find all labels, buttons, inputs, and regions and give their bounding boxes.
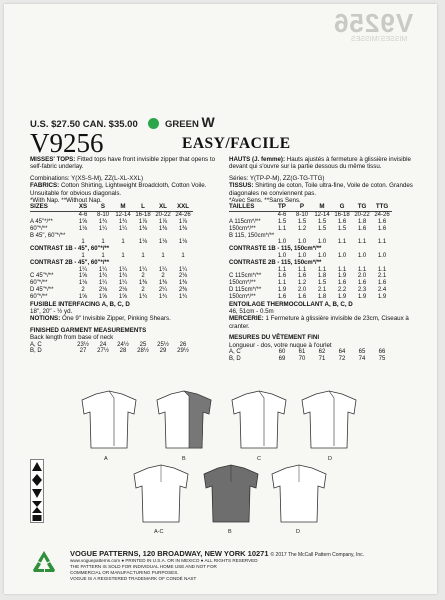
cell-value: 1.2 — [297, 225, 307, 232]
cell-value: 1.0 — [377, 253, 387, 260]
back-views-illustration — [128, 462, 328, 528]
front-views-illustration — [76, 388, 376, 454]
cell-value: 1.0 — [357, 253, 367, 260]
row-label: B 45", 60"*/** — [30, 232, 66, 239]
cell-value: 1.6 — [357, 225, 367, 232]
mirrored-subtitle: MISSES'/MISSES — [350, 36, 407, 43]
cell-value: 2⅛ — [178, 273, 188, 280]
cell-value: 1¼ — [118, 266, 128, 273]
back-label-b: B — [228, 529, 232, 535]
cell-value: 1.1 — [357, 266, 367, 273]
row-label: A 115cm*/** — [229, 219, 261, 226]
cell-value: 1⅜ — [178, 225, 188, 232]
french-back-length: Longueur - dos, votre nuque à l'ourlet — [229, 341, 332, 349]
cell-value: 29½ — [177, 348, 189, 355]
english-interfacing-label: FUSIBLE INTERFACING A, B, C, D — [30, 300, 130, 308]
cell-value: 1¾ — [118, 219, 128, 226]
cell-value: 2.1 — [377, 273, 387, 280]
cell-value: 1⅝ — [118, 293, 128, 300]
cell-value: 1.5 — [317, 219, 327, 226]
table-row — [30, 246, 193, 253]
table-row — [229, 233, 392, 240]
row-label: A, C — [229, 349, 241, 356]
table-row — [30, 219, 193, 226]
french-interfacing: 46, 51cm - 0.5m — [229, 308, 274, 315]
table-row — [229, 219, 392, 226]
row-label: CONTRAST 2B - 45", 60"*/** — [30, 259, 110, 266]
pattern-envelope-back — [4, 4, 437, 594]
english-description: MISSES' TOPS: Fitted tops have front invisible zipper that opens to self-fabric underlay. — [30, 156, 216, 171]
cell-value: 71 — [318, 355, 326, 362]
table-row — [229, 260, 392, 267]
cell-value: 1 — [101, 239, 105, 246]
cell-value: 1.9 — [337, 273, 347, 280]
french-interfacing-label: ENTOILAGE THERMOCOLLANT A, B, C, D — [229, 300, 353, 308]
row-label: 150cm*/** — [229, 293, 256, 300]
table-row — [229, 280, 392, 287]
row-label: CONTRASTE 2B - 115, 150cm*/** — [229, 259, 322, 266]
front-label-b: B — [182, 456, 186, 462]
table-row — [30, 348, 193, 355]
cell-value: 2⅛ — [98, 287, 108, 293]
cell-value: 1¼ — [98, 225, 108, 232]
cell-value: 1.9 — [337, 293, 347, 300]
cell-value: 1¼ — [78, 266, 88, 273]
front-label-c: C — [257, 456, 261, 462]
cell-value: 2.0 — [297, 287, 307, 293]
row-label: C 45"*/** — [30, 273, 54, 280]
cell-value: 1.6 — [377, 225, 387, 232]
cell-value: 1⅜ — [158, 225, 168, 232]
recycle-icon — [30, 550, 58, 574]
cell-value: 1.0 — [337, 253, 347, 260]
french-nap: *Avec Sens. **Sans Sens. — [229, 197, 301, 205]
cell-value: 2 — [81, 287, 85, 293]
row-label: 150cm*/** — [229, 225, 256, 232]
cell-value: 2 — [141, 287, 145, 293]
cell-value: 1.1 — [377, 266, 387, 273]
cell-value: 1¾ — [98, 273, 108, 280]
cell-value: 1⅛ — [138, 239, 148, 246]
cell-value: 65 — [358, 349, 366, 356]
cell-value: 1.8 — [357, 219, 367, 226]
cell-value: 1⅛ — [78, 225, 88, 232]
cell-value: 2.1 — [317, 287, 327, 293]
cell-value: 70 — [298, 355, 306, 362]
row-label — [229, 267, 272, 274]
table-row — [30, 273, 193, 280]
cell-value: 1 — [81, 239, 85, 246]
cell-value: 1 — [121, 253, 125, 260]
row-label: D 115cm*/** — [229, 287, 262, 293]
table-row — [229, 267, 392, 274]
cell-value: 1⅛ — [178, 239, 188, 246]
row-label: A 45"*/** — [30, 219, 53, 226]
row-label — [30, 239, 73, 246]
english-yardage-rows — [30, 219, 193, 301]
cell-value: 1¾ — [118, 273, 128, 280]
cell-value: 1¼ — [178, 266, 188, 273]
cell-value: 1.5 — [337, 225, 347, 232]
french-combinations: Séries: Y(TP-P-M), ZZ(G-TG-TTG) — [229, 174, 325, 182]
back-label-d: D — [296, 529, 300, 535]
table-row — [229, 239, 392, 246]
row-label: CONTRAST 1B - 45", 60"*/** — [30, 246, 110, 253]
cell-value: 2¼ — [158, 287, 168, 293]
row-label: CONTRASTE 1B - 115, 150cm*/** — [229, 246, 322, 253]
cell-value: 1.1 — [337, 239, 347, 246]
cell-value: 75 — [378, 355, 386, 362]
english-finished-label: FINISHED GARMENT MEASUREMENTS — [30, 326, 147, 334]
cell-value: 1.1 — [297, 266, 307, 273]
cell-value: 28½ — [137, 348, 149, 355]
cell-value: 1⅞ — [138, 219, 148, 226]
english-fabrics: FABRICS: Cotton Shirting, Lightweight Broadcloth, Cotton Voile. Unsuitable for obvious diagonals. — [30, 182, 207, 197]
french-column — [229, 156, 425, 363]
cell-value: 1.0 — [317, 253, 327, 260]
cell-value: 27 — [79, 348, 87, 355]
french-yardage-rows — [229, 219, 392, 301]
table-row — [30, 233, 193, 240]
french-yardage-table — [229, 204, 392, 300]
front-label-a: A — [104, 456, 108, 462]
row-label: 60"*/** — [30, 280, 48, 287]
cell-value: 1¼ — [138, 266, 148, 273]
footer — [70, 549, 364, 582]
cell-value: 2 — [161, 273, 165, 280]
cell-value: 1.6 — [337, 280, 347, 287]
cell-value: 23½ — [77, 341, 89, 348]
cell-value: 1.9 — [357, 293, 367, 300]
cell-value: 1⅝ — [78, 293, 88, 300]
french-notions: MERCERIE: 1 Fermeture à glissière invisible de 23cm, Ciseaux à cranter. — [229, 315, 409, 330]
cell-value: 1.1 — [357, 239, 367, 246]
cell-value: 1.5 — [297, 219, 307, 226]
cell-value: 1.0 — [297, 239, 307, 246]
cell-value: 1.6 — [297, 273, 307, 280]
row-label: 60"*/** — [30, 293, 48, 300]
footer-notice-1: THE PATTERN IS SOLD FOR INDIVIDUAL HOME USE AND NOT FOR — [70, 564, 217, 569]
cell-value: 24 — [99, 341, 107, 348]
row-label: B 115, 150cm*/** — [229, 232, 275, 239]
cell-value: 2 — [141, 273, 145, 280]
cell-value: 1 — [101, 253, 105, 260]
front-label-d: D — [328, 456, 332, 462]
cell-value: 1.1 — [377, 239, 387, 246]
cell-value: 64 — [338, 349, 346, 356]
cell-value: 66 — [378, 349, 386, 356]
cell-value: 1¼ — [158, 266, 168, 273]
english-size-ranges: 4-6 8-10 12-14 16-18 20-22 24-26 — [78, 212, 191, 219]
table-row — [30, 260, 193, 267]
cell-value: 1.6 — [277, 293, 287, 300]
row-label — [229, 253, 272, 260]
cell-value: 1 — [121, 239, 125, 246]
french-finished-table — [229, 349, 392, 363]
row-label: B, D — [30, 348, 42, 355]
cell-value: 1⅝ — [78, 273, 88, 280]
cell-value: 1⅛ — [158, 239, 168, 246]
row-label: D 45"*/** — [30, 287, 54, 293]
french-finished-label: MESURES DU VÊTEMENT FINI — [229, 334, 320, 342]
cell-value: 1¾ — [98, 219, 108, 226]
cell-value: 60 — [278, 349, 286, 356]
cell-value: 28 — [119, 348, 127, 355]
table-row — [30, 239, 193, 246]
table-row — [229, 349, 392, 356]
cell-value: 1 — [181, 253, 185, 260]
cell-value: 1.8 — [317, 273, 327, 280]
row-label: 60"*/** — [30, 225, 48, 232]
row-label — [30, 253, 73, 260]
cell-value: 1¾ — [138, 293, 148, 300]
row-label — [30, 267, 73, 274]
cell-value: 1.6 — [377, 280, 387, 287]
cell-value: 69 — [278, 355, 286, 362]
table-row — [229, 356, 392, 363]
cell-value: 1¼ — [98, 266, 108, 273]
table-row — [30, 226, 193, 233]
color-label: GREEN — [165, 119, 199, 130]
row-label: B, D — [229, 355, 241, 362]
row-label: 150cm*/** — [229, 280, 256, 287]
cell-value: 1.5 — [277, 219, 287, 226]
french-description: HAUTS (J. femme): Hauts ajustés à fermeture à glissière invisible devant qui s'ouvre sur la partie dessous du même tissu. — [229, 156, 411, 171]
cell-value: 1⅝ — [78, 219, 88, 226]
price-text: U.S. $27.50 CAN. $35.00 — [30, 119, 138, 130]
cell-value: 1.6 — [297, 293, 307, 300]
cell-value: 29 — [159, 348, 167, 355]
rectangle-icon — [33, 515, 42, 521]
cell-value: 2.4 — [377, 287, 387, 293]
color-letter: W — [201, 114, 215, 130]
cell-value: 2.3 — [357, 287, 367, 293]
cell-value: 1 — [161, 253, 165, 260]
row-label: A, C — [30, 341, 42, 348]
cell-value: 1⅝ — [98, 293, 108, 300]
cell-value: 61 — [298, 349, 306, 356]
table-row — [30, 294, 193, 301]
table-row — [30, 267, 193, 274]
table-row — [229, 287, 392, 294]
cell-value: 1⅜ — [138, 280, 148, 287]
footer-address-line: VOGUE PATTERNS, 120 BROADWAY, NEW YORK 10271 © 2017 The McCall Pattern Company, Inc. — [70, 549, 365, 558]
cell-value: 1⅞ — [178, 219, 188, 226]
row-label: C 115cm*/** — [229, 273, 262, 280]
cell-value: 25 — [139, 341, 147, 348]
english-notions: NOTIONS: One 9" Invisible Zipper, Pinking Shears. — [30, 315, 171, 323]
english-finished-table — [30, 342, 193, 356]
cell-value: 1.1 — [277, 266, 287, 273]
cell-value: 1¼ — [98, 280, 108, 287]
cell-value: 1.6 — [277, 273, 287, 280]
cell-value: 1.8 — [317, 293, 327, 300]
cell-value: 1.1 — [317, 266, 327, 273]
cell-value: 2⅜ — [178, 287, 188, 293]
cell-value: 1⅜ — [138, 225, 148, 232]
table-row — [229, 294, 392, 301]
english-column — [30, 156, 222, 355]
cell-value: 1¾ — [178, 293, 188, 300]
table-row — [229, 253, 392, 260]
footer-web: www.voguepatterns.com ● PRINTED IN U.S.A. OR IN MEXICO ● ALL RIGHTS RESERVED — [70, 558, 258, 563]
cell-value: 72 — [338, 355, 346, 362]
cell-value: 25½ — [157, 341, 169, 348]
cell-value: 1.5 — [317, 280, 327, 287]
cell-value: 1.1 — [277, 225, 287, 232]
french-fabrics: TISSUS: Shirting de coton, Toile ultra-fine, Voile de coton. Grandes diagonales ne conviennent pas. — [229, 182, 413, 197]
cell-value: 1.2 — [297, 280, 307, 287]
cell-value: 1 — [81, 253, 85, 260]
french-size-ranges: 4-6 8-10 12-14 16-18 20-22 24-26 — [277, 212, 390, 219]
cell-value: 2.0 — [357, 273, 367, 280]
table-row — [30, 342, 193, 349]
table-row — [229, 226, 392, 233]
cell-value: 1.1 — [337, 266, 347, 273]
mirrored-pattern-code: V9256 — [332, 8, 413, 38]
table-row — [229, 246, 392, 253]
english-back-length: Back length from base of neck — [30, 334, 114, 342]
english-interfacing: 18", 20" - ½ yd. — [30, 308, 73, 315]
back-label-ac: A-C — [154, 529, 164, 535]
footer-notice-2: COMMERCIAL OR MANUFACTURING PURPOSES. — [70, 570, 179, 575]
row-label — [229, 239, 272, 246]
table-row — [30, 253, 193, 260]
cell-value: 1.0 — [277, 253, 287, 260]
english-combinations: Combinations: Y(XS-S-M), ZZ(L-XL-XXL) — [30, 174, 144, 182]
cell-value: 62 — [318, 349, 326, 356]
cell-value: 1 — [141, 253, 145, 260]
cell-value: 26 — [179, 341, 187, 348]
english-nap: *With Nap. **Without Nap. — [30, 197, 102, 205]
english-size-header: SIZES XS S M L XL XXL — [30, 204, 193, 211]
table-row — [30, 287, 193, 294]
cell-value: 74 — [358, 355, 366, 362]
cell-value: 1.6 — [377, 219, 387, 226]
cell-value: 1⅞ — [158, 219, 168, 226]
table-row — [229, 273, 392, 280]
body-type-symbols — [30, 459, 44, 523]
english-yardage-table — [30, 204, 193, 300]
table-row — [30, 280, 193, 287]
cell-value: 1¼ — [118, 225, 128, 232]
cell-value: 2⅛ — [118, 287, 128, 293]
cell-value: 1¾ — [158, 293, 168, 300]
cell-value: 2.2 — [337, 287, 347, 293]
cell-value: 1.0 — [317, 239, 327, 246]
cell-value: 1.6 — [357, 280, 367, 287]
green-color-dot — [148, 118, 159, 129]
cell-value: 1.6 — [337, 219, 347, 226]
footer-notice-3: VOGUE IS A REGISTERED TRADEMARK OF CONDÉ NAST — [70, 576, 197, 581]
cell-value: 24½ — [117, 341, 129, 348]
french-size-header: TAILLES TP P M G TG TTG — [229, 204, 392, 211]
cell-value: 1.0 — [277, 239, 287, 246]
cell-value: 1.1 — [277, 280, 287, 287]
pattern-number: V9256 — [30, 128, 104, 158]
cell-value: 1.9 — [277, 287, 287, 293]
cell-value: 1.0 — [297, 253, 307, 260]
cell-value: 27½ — [97, 348, 109, 355]
cell-value: 1.5 — [317, 225, 327, 232]
cell-value: 1.9 — [377, 293, 387, 300]
difficulty-level: EASY/FACILE — [182, 135, 291, 152]
cell-value: 1⅜ — [158, 280, 168, 287]
cell-value: 1¼ — [118, 280, 128, 287]
cell-value: 1⅜ — [178, 280, 188, 287]
cell-value: 1⅛ — [78, 280, 88, 287]
